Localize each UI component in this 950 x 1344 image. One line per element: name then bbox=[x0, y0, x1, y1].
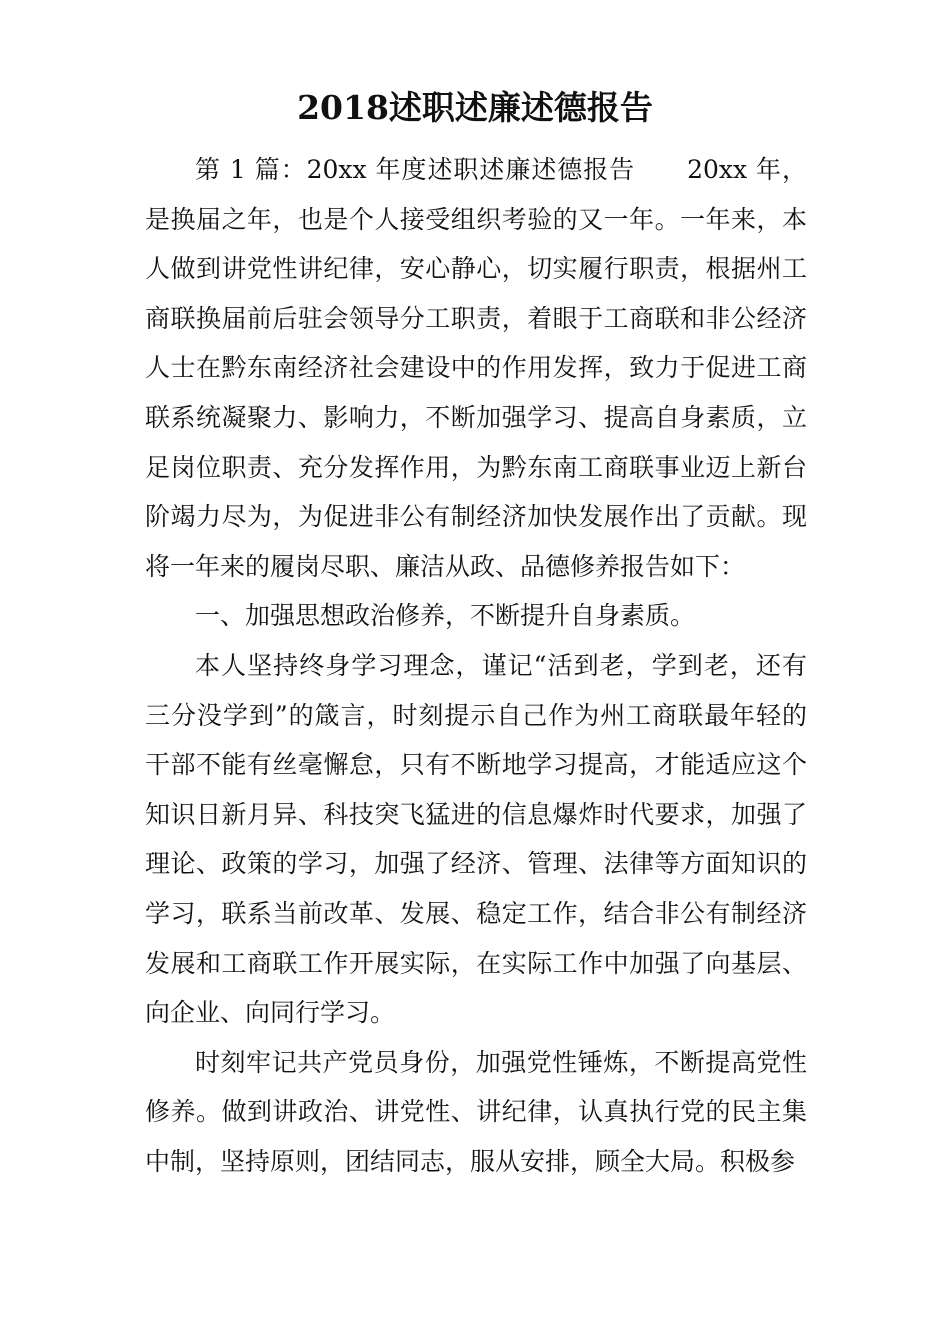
document-title: 2018述职述廉述德报告 bbox=[297, 88, 653, 127]
paragraph-intro: 第 1 篇：20xx 年度述职述廉述德报告 20xx 年，是换届之年，也是个人接受组织考验的又一年。一年来，本人做到讲党性讲纪律，安心静心，切实履行职责，根据州工商联换届前后驻会领导分工职责，着眼于工商联和非公经济人士在黔东南经济社会建设中的作用发挥，致力于促进工商联系统凝聚力、影响力，不断加强学习、提高自身素质，立足岗位职责、充分发挥作用，为黔东南工商联事业迈上新台阶竭力尽为，为促进非公有制经济加快发展作出了贡献。现将一年来的履岗尽职、廉洁从政、品德修养报告如下： bbox=[145, 155, 807, 581]
document-body bbox=[145, 145, 807, 1186]
paragraph-party-spirit: 时刻牢记共产党员身份，加强党性锤炼，不断提高党性修养。做到讲政治、讲党性、讲纪律，认真执行党的民主集中制，坚持原则，团结同志，服从安排，顾全大局。积极参 bbox=[145, 1047, 807, 1176]
paragraph-section-heading: 一、加强思想政治修养，不断提升自身素质。 bbox=[195, 601, 696, 631]
paragraph-study: 本人坚持终身学习理念，谨记“活到老，学到老，还有三分没学到”的箴言，时刻提示自己作为州工商联最年轻的干部不能有丝毫懈怠，只有不断地学习提高，才能适应这个知识日新月异、科技突飞猛进的信息爆炸时代要求，加强了理论、政策的学习，加强了经济、管理、法律等方面知识的学习，联系当前改革、发展、稳定工作，结合非公有制经济发展和工商联工作开展实际，在实际工作中加强了向基层、向企业、向同行学习。 bbox=[145, 650, 807, 1028]
